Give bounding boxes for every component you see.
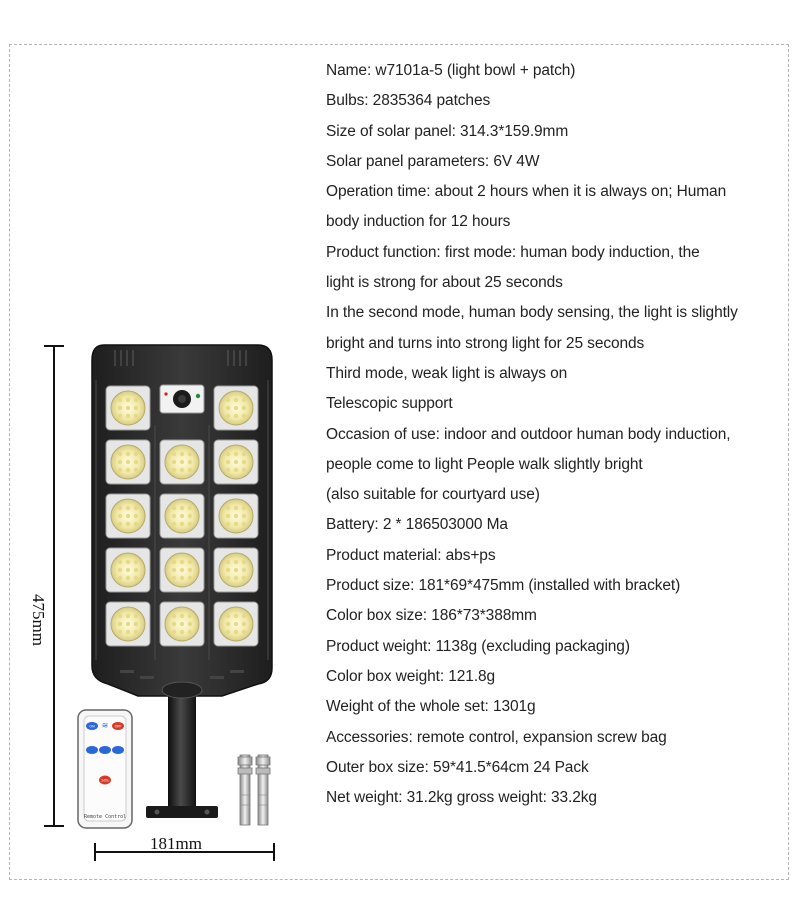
spec-line: Outer box size: 59*41.5*64cm 24 Pack	[326, 758, 589, 776]
spec-line: Net weight: 31.2kg gross weight: 33.2kg	[326, 789, 597, 807]
spec-line: body induction for 12 hours	[326, 213, 511, 231]
remote-mode2-button	[99, 746, 111, 754]
spec-line: Product material: abs+ps	[326, 546, 496, 564]
spec-line: (also suitable for courtyard use)	[326, 486, 540, 504]
led-module	[214, 386, 258, 430]
svg-text:SOS: SOS	[101, 778, 109, 783]
svg-text:OFF: OFF	[114, 724, 122, 729]
spec-line: Product weight: 1138g (excluding packaging)	[326, 637, 630, 655]
led-module	[160, 494, 204, 538]
spec-line: Bulbs: 2835364 patches	[326, 92, 491, 110]
spec-list	[326, 56, 791, 813]
spec-line: people come to light People walk slightly bright	[326, 455, 643, 473]
spec-line: Weight of the whole set: 1301g	[326, 698, 536, 716]
led-module	[214, 440, 258, 484]
spec-line: Third mode, weak light is always on	[326, 364, 568, 382]
spec-line: Product size: 181*69*475mm (installed with bracket)	[326, 577, 681, 595]
led-module	[160, 548, 204, 592]
mounting-pole	[168, 690, 196, 808]
expansion-screws	[238, 755, 270, 825]
spec-line: Battery: 2 * 186503000 Ma	[326, 516, 508, 534]
wifi-icon: ≋	[101, 721, 109, 730]
led-module	[160, 440, 204, 484]
led-module	[214, 602, 258, 646]
remote-control-label: Remote Control	[84, 814, 127, 820]
spec-line: Solar panel parameters: 6V 4W	[326, 152, 540, 170]
led-module	[214, 548, 258, 592]
spec-line: Size of solar panel: 314.3*159.9mm	[326, 122, 569, 140]
spec-line: Color box weight: 121.8g	[326, 667, 496, 685]
led-module	[214, 494, 258, 538]
spec-line: bright and turns into strong light for 25 seconds	[326, 334, 645, 352]
led-module	[106, 602, 150, 646]
width-dimension-label: 181mm	[150, 834, 202, 853]
remote-mode3-button	[112, 746, 124, 754]
spec-line: Name: w7101a-5 (light bowl + patch)	[326, 62, 576, 79]
spec-line: light is strong for about 25 seconds	[326, 274, 563, 292]
led-module	[106, 386, 150, 430]
spec-line: Operation time: about 2 hours when it is always on; Human	[326, 183, 727, 201]
spec-line: In the second mode, human body sensing, the light is slightly	[326, 304, 738, 322]
remote-control	[78, 710, 132, 828]
spec-line: Telescopic support	[326, 395, 453, 413]
spec-line: Color box size: 186*73*388mm	[326, 607, 537, 625]
led-module	[160, 602, 204, 646]
spec-line: Product function: first mode: human body induction, the	[326, 243, 700, 261]
remote-mode1-button	[86, 746, 98, 754]
height-dimension-line	[44, 346, 64, 826]
spec-line: Occasion of use: indoor and outdoor human body induction,	[326, 425, 731, 443]
svg-text:ON: ON	[89, 724, 95, 729]
spec-line: Accessories: remote control, expansion screw bag	[326, 728, 667, 746]
led-module	[106, 548, 150, 592]
height-dimension-label: 475mm	[29, 594, 48, 646]
led-module	[106, 494, 150, 538]
led-module	[106, 440, 150, 484]
bracket-connector	[162, 682, 202, 698]
product-figure	[0, 0, 320, 911]
